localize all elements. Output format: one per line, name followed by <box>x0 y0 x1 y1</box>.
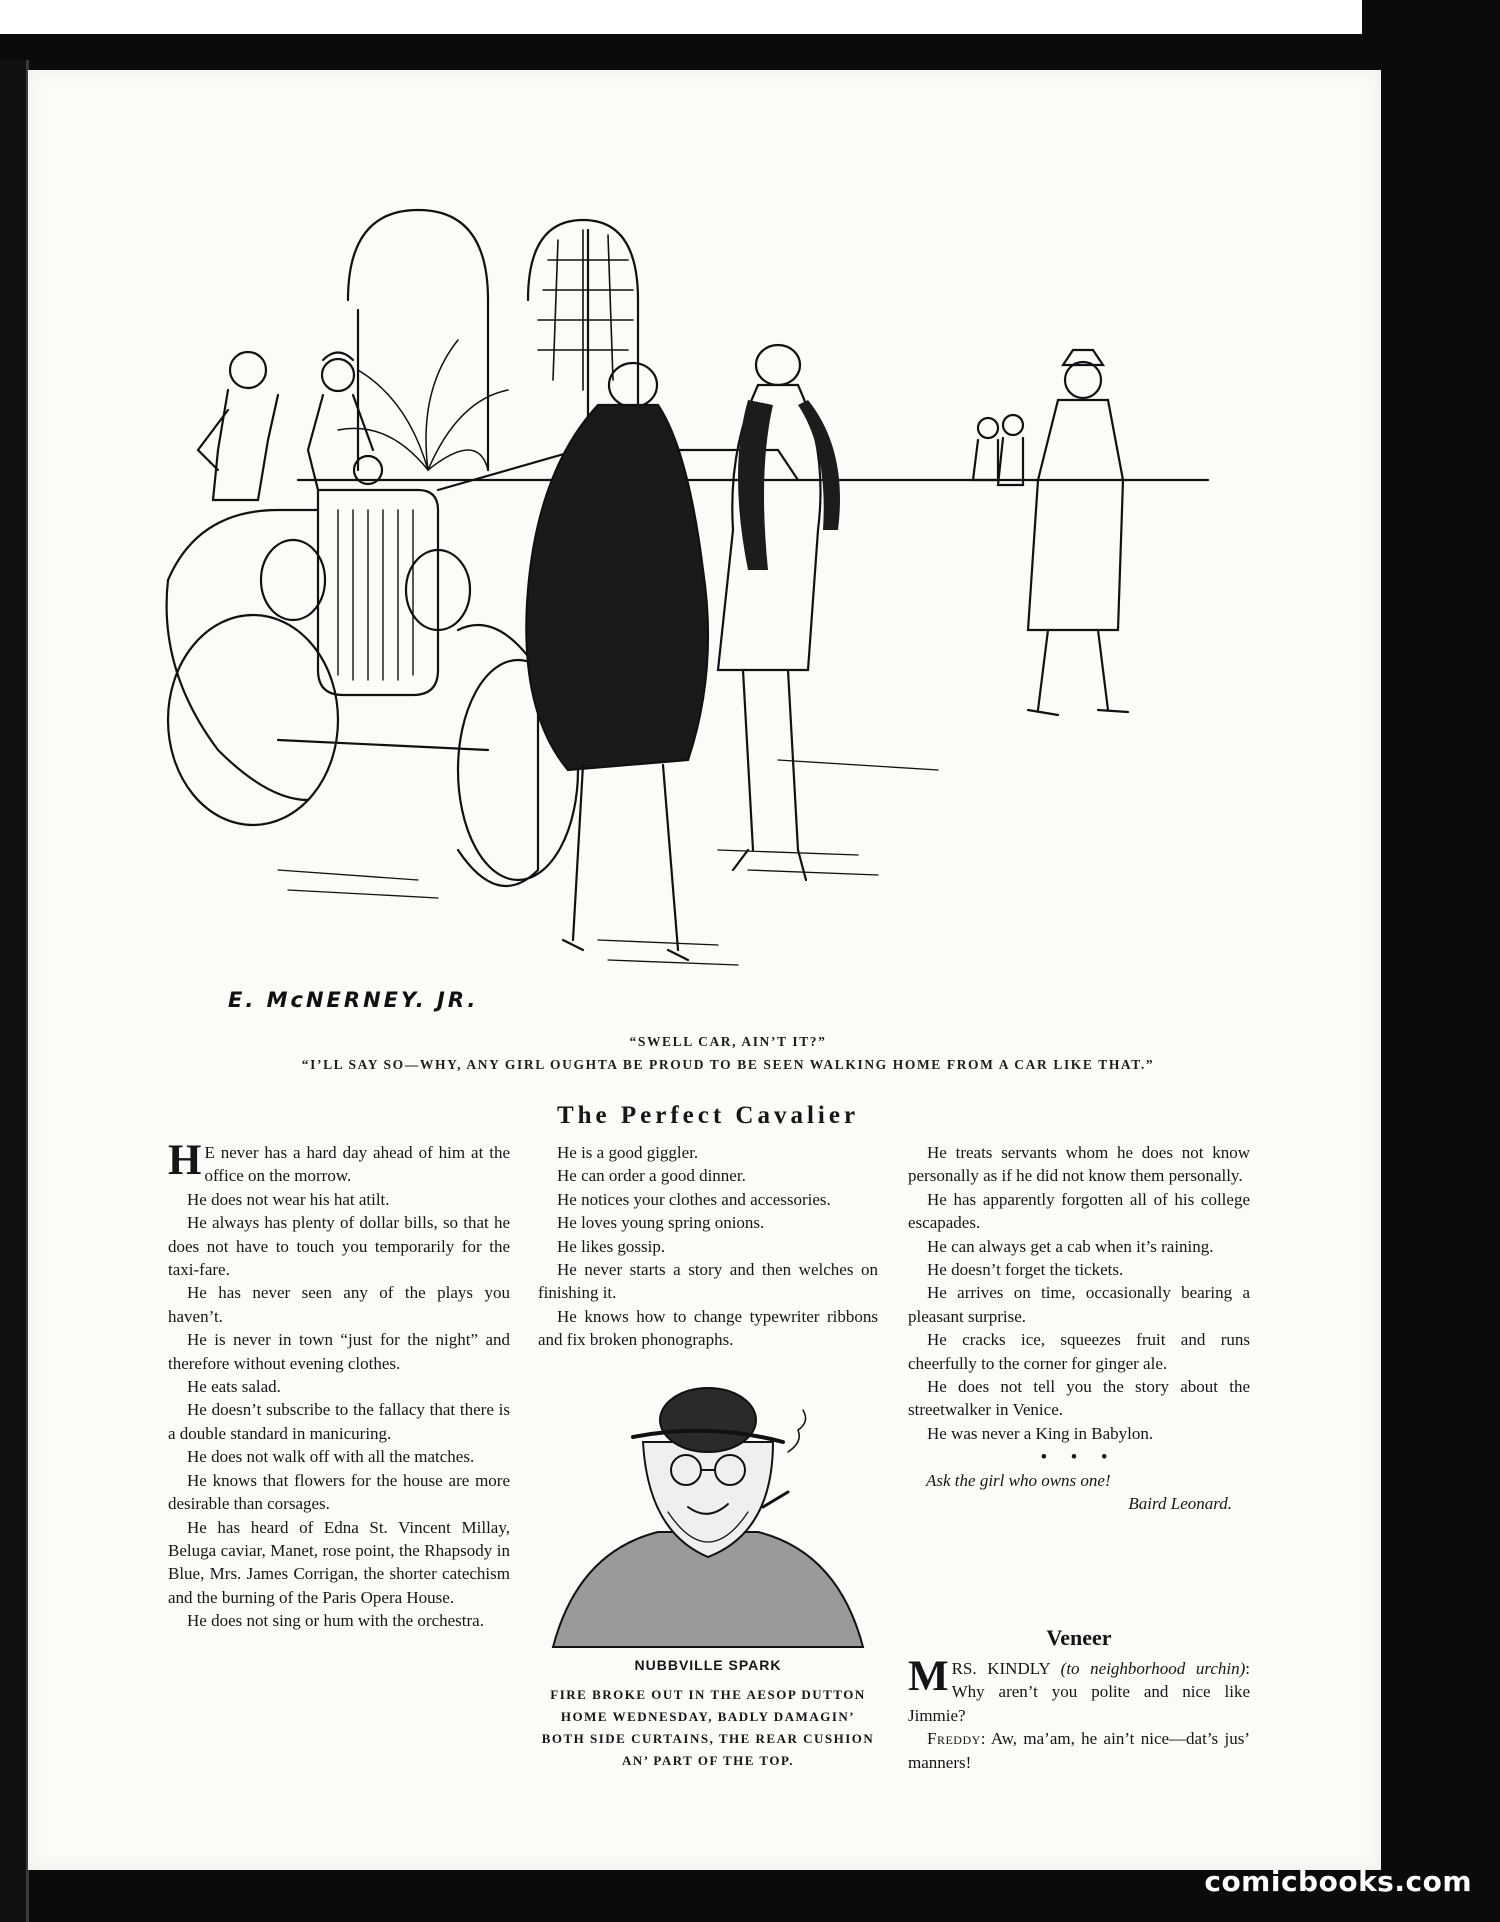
cartoon-caption-line-1: “SWELL CAR, AIN’T IT?” <box>629 1034 827 1049</box>
article-paragraph: He loves young spring onions. <box>557 1213 765 1233</box>
article-paragraph: He has never seen any of the plays you haven’t. <box>168 1283 510 1326</box>
article-paragraph: He has apparently forgotten all of his college escapades. <box>908 1189 1250 1233</box>
article-paragraph: He eats salad. <box>187 1377 281 1397</box>
scan-left-edge <box>0 60 29 1922</box>
article-paragraph: He knows that flowers for the house are more desirable than corsages. <box>168 1470 510 1514</box>
veneer-line-1: MRS. KINDLY (to neighborhood urchin): Why aren’t you polite and nice like Jimmie? <box>908 1653 1250 1725</box>
article-paragraph: He does not sing or hum with the orchestra. <box>187 1611 484 1631</box>
article-column-3 <box>908 1141 1250 1516</box>
spark-title: NUBBVILLE SPARK <box>634 1657 782 1673</box>
article-paragraph: He knows how to change typewriter ribbons and fix broken phonographs. <box>538 1306 878 1350</box>
article-paragraph: He likes gossip. <box>557 1236 666 1256</box>
scan-top-strip <box>0 0 1362 34</box>
article-paragraph: He can order a good dinner. <box>557 1166 746 1186</box>
spark-text: FIRE BROKE OUT IN THE AESOP DUTTON HOME WEDNESDAY, BADLY DAMAGIN’ BOTH SIDE CURTAINS, THE REAR CUSHION AN’ PART OF THE TOP. <box>541 1687 875 1768</box>
article-paragraph: He does not tell you the story about the streetwalker in Venice. <box>908 1377 1250 1420</box>
article-paragraph: He does not wear his hat atilt. <box>187 1189 390 1209</box>
section-divider-dots: • • • <box>1040 1447 1118 1467</box>
car-showroom-illustration <box>158 150 1258 1050</box>
article-paragraph: H E never has a hard day ahead of him at the office on the morrow. <box>168 1137 510 1186</box>
article-paragraph: He doesn’t subscribe to the fallacy that there is a double standard in manicuring. <box>168 1400 510 1443</box>
article-paragraph: He never starts a story and then welches on finishing it. <box>538 1260 878 1303</box>
magazine-page <box>28 70 1381 1870</box>
article-tagline: Ask the girl who owns one! <box>926 1470 1111 1490</box>
article-paragraph: He treats servants whom he does not know personally as if he did not know them personally. <box>908 1143 1250 1186</box>
veneer-text <box>908 1653 1250 1774</box>
article-paragraph: He has heard of Edna St. Vincent Millay, Beluga caviar, Manet, rose point, the Rhapsody in Blue, Mrs. James Corrigan, the shorter catechism and the burning of the Paris Opera House. <box>168 1517 510 1607</box>
article-paragraph: He notices your clothes and accessories. <box>557 1189 831 1209</box>
article-paragraph: He is never in town “just for the night” and therefore without evening clothes. <box>168 1330 510 1373</box>
site-watermark: comicbooks.com <box>1204 1865 1472 1898</box>
article-column-1 <box>168 1137 510 1633</box>
article-paragraph: He arrives on time, occasionally bearing a pleasant surprise. <box>908 1283 1250 1326</box>
drop-cap: M <box>908 1653 949 1700</box>
article-paragraph: He can always get a cab when it’s raining. <box>927 1236 1214 1256</box>
veneer-line-2: Freddy: Aw, ma’am, he ain’t nice—dat’s jus’ manners! <box>908 1729 1250 1772</box>
article-title: The Perfect Cavalier <box>556 1102 860 1129</box>
article-paragraph: He does not walk off with all the matches. <box>187 1447 475 1467</box>
article-paragraph: He was never a King in Babylon. <box>927 1423 1154 1443</box>
drop-cap: H <box>168 1137 202 1184</box>
article-column-2 <box>538 1141 878 1352</box>
veneer-title: Veneer <box>1046 1625 1112 1650</box>
nubbville-spark-portrait <box>548 1382 868 1652</box>
artist-signature: E. McNERNEY. JR. <box>228 988 479 1012</box>
article-paragraph: He cracks ice, squeezes fruit and runs cheerfully to the corner for ginger ale. <box>908 1330 1250 1373</box>
article-author: Baird Leonard. <box>1128 1494 1232 1514</box>
article-paragraph: He always has plenty of dollar bills, so that he does not have to touch you temporarily for the taxi-fare. <box>168 1213 510 1280</box>
article-paragraph: He is a good giggler. <box>557 1143 699 1162</box>
cartoon-caption-line-2: “I’LL SAY SO—WHY, ANY GIRL OUGHTA BE PROUD TO BE SEEN WALKING HOME FROM A CAR LIKE THAT.” <box>301 1057 1155 1072</box>
article-paragraph: He doesn’t forget the tickets. <box>927 1260 1124 1280</box>
